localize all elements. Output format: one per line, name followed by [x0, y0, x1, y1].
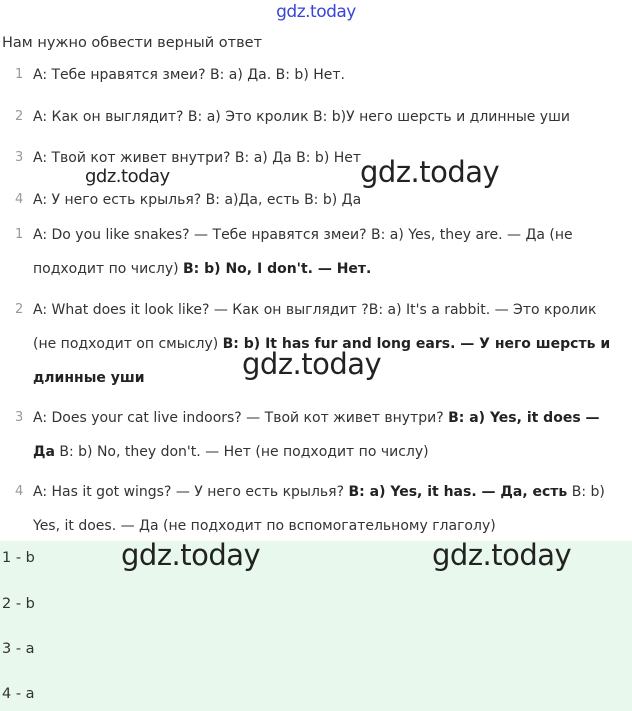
item-text: A: What does it look like? — Как он выглядит ?B: a) It's a rabbit. — Это кролик (не подходит оп смыслу) B: b) It has fur and long ears. — У него шерсть и длинные уши: [33, 302, 611, 386]
item-number: 4: [15, 192, 24, 207]
item-number: 2: [15, 109, 24, 124]
item-text: A: Тебе нравятся змеи? B: a) Да. B: b) Нет.: [33, 67, 345, 83]
item-number: 3: [15, 410, 24, 425]
intro-text: Нам нужно обвести верный ответ: [2, 35, 263, 51]
item-text: A: Has it got wings? — У него есть крылья? B: a) Yes, it has. — Да, есть B: b) Yes, it does. — Да (не подходит по вспомогательному глаголу): [33, 484, 605, 534]
item-number: 4: [15, 484, 24, 499]
watermark: gdz.today: [85, 166, 170, 187]
watermark: gdz.today: [360, 155, 500, 189]
watermark: gdz.today: [432, 538, 572, 572]
item-number: 1: [15, 227, 24, 242]
item-number: 3: [15, 150, 24, 165]
item-number: 1: [15, 67, 24, 82]
answer-item: 1 - b: [2, 550, 35, 566]
answer-item: 3 - a: [2, 641, 35, 657]
item-text: A: У него есть крылья? B: a)Да, есть B: b) Да: [33, 192, 362, 208]
watermark: gdz.today: [121, 538, 261, 572]
item-number: 2: [15, 302, 24, 317]
answer-item: 4 - a: [2, 686, 35, 702]
item-text: A: Does your cat live indoors? — Твой кот живет внутри? B: a) Yes, it does — Да B: b) No, they don't. — Нет (не подходит по числу): [33, 410, 600, 460]
site-title: gdz.today: [276, 2, 356, 22]
item-text: A: Твой кот живет внутри? B: a) Да B: b) Нет: [33, 150, 362, 166]
item-text: A: Do you like snakes? — Тебе нравятся змеи? B: a) Yes, they are. — Да (не подходит по числу) B: b) No, I don't. — Нет.: [33, 227, 573, 277]
item-text: A: Как он выглядит? B: a) Это кролик B: b)У него шерсть и длинные уши: [33, 109, 571, 125]
watermark: gdz.today: [242, 347, 382, 381]
answer-item: 2 - b: [2, 596, 35, 612]
